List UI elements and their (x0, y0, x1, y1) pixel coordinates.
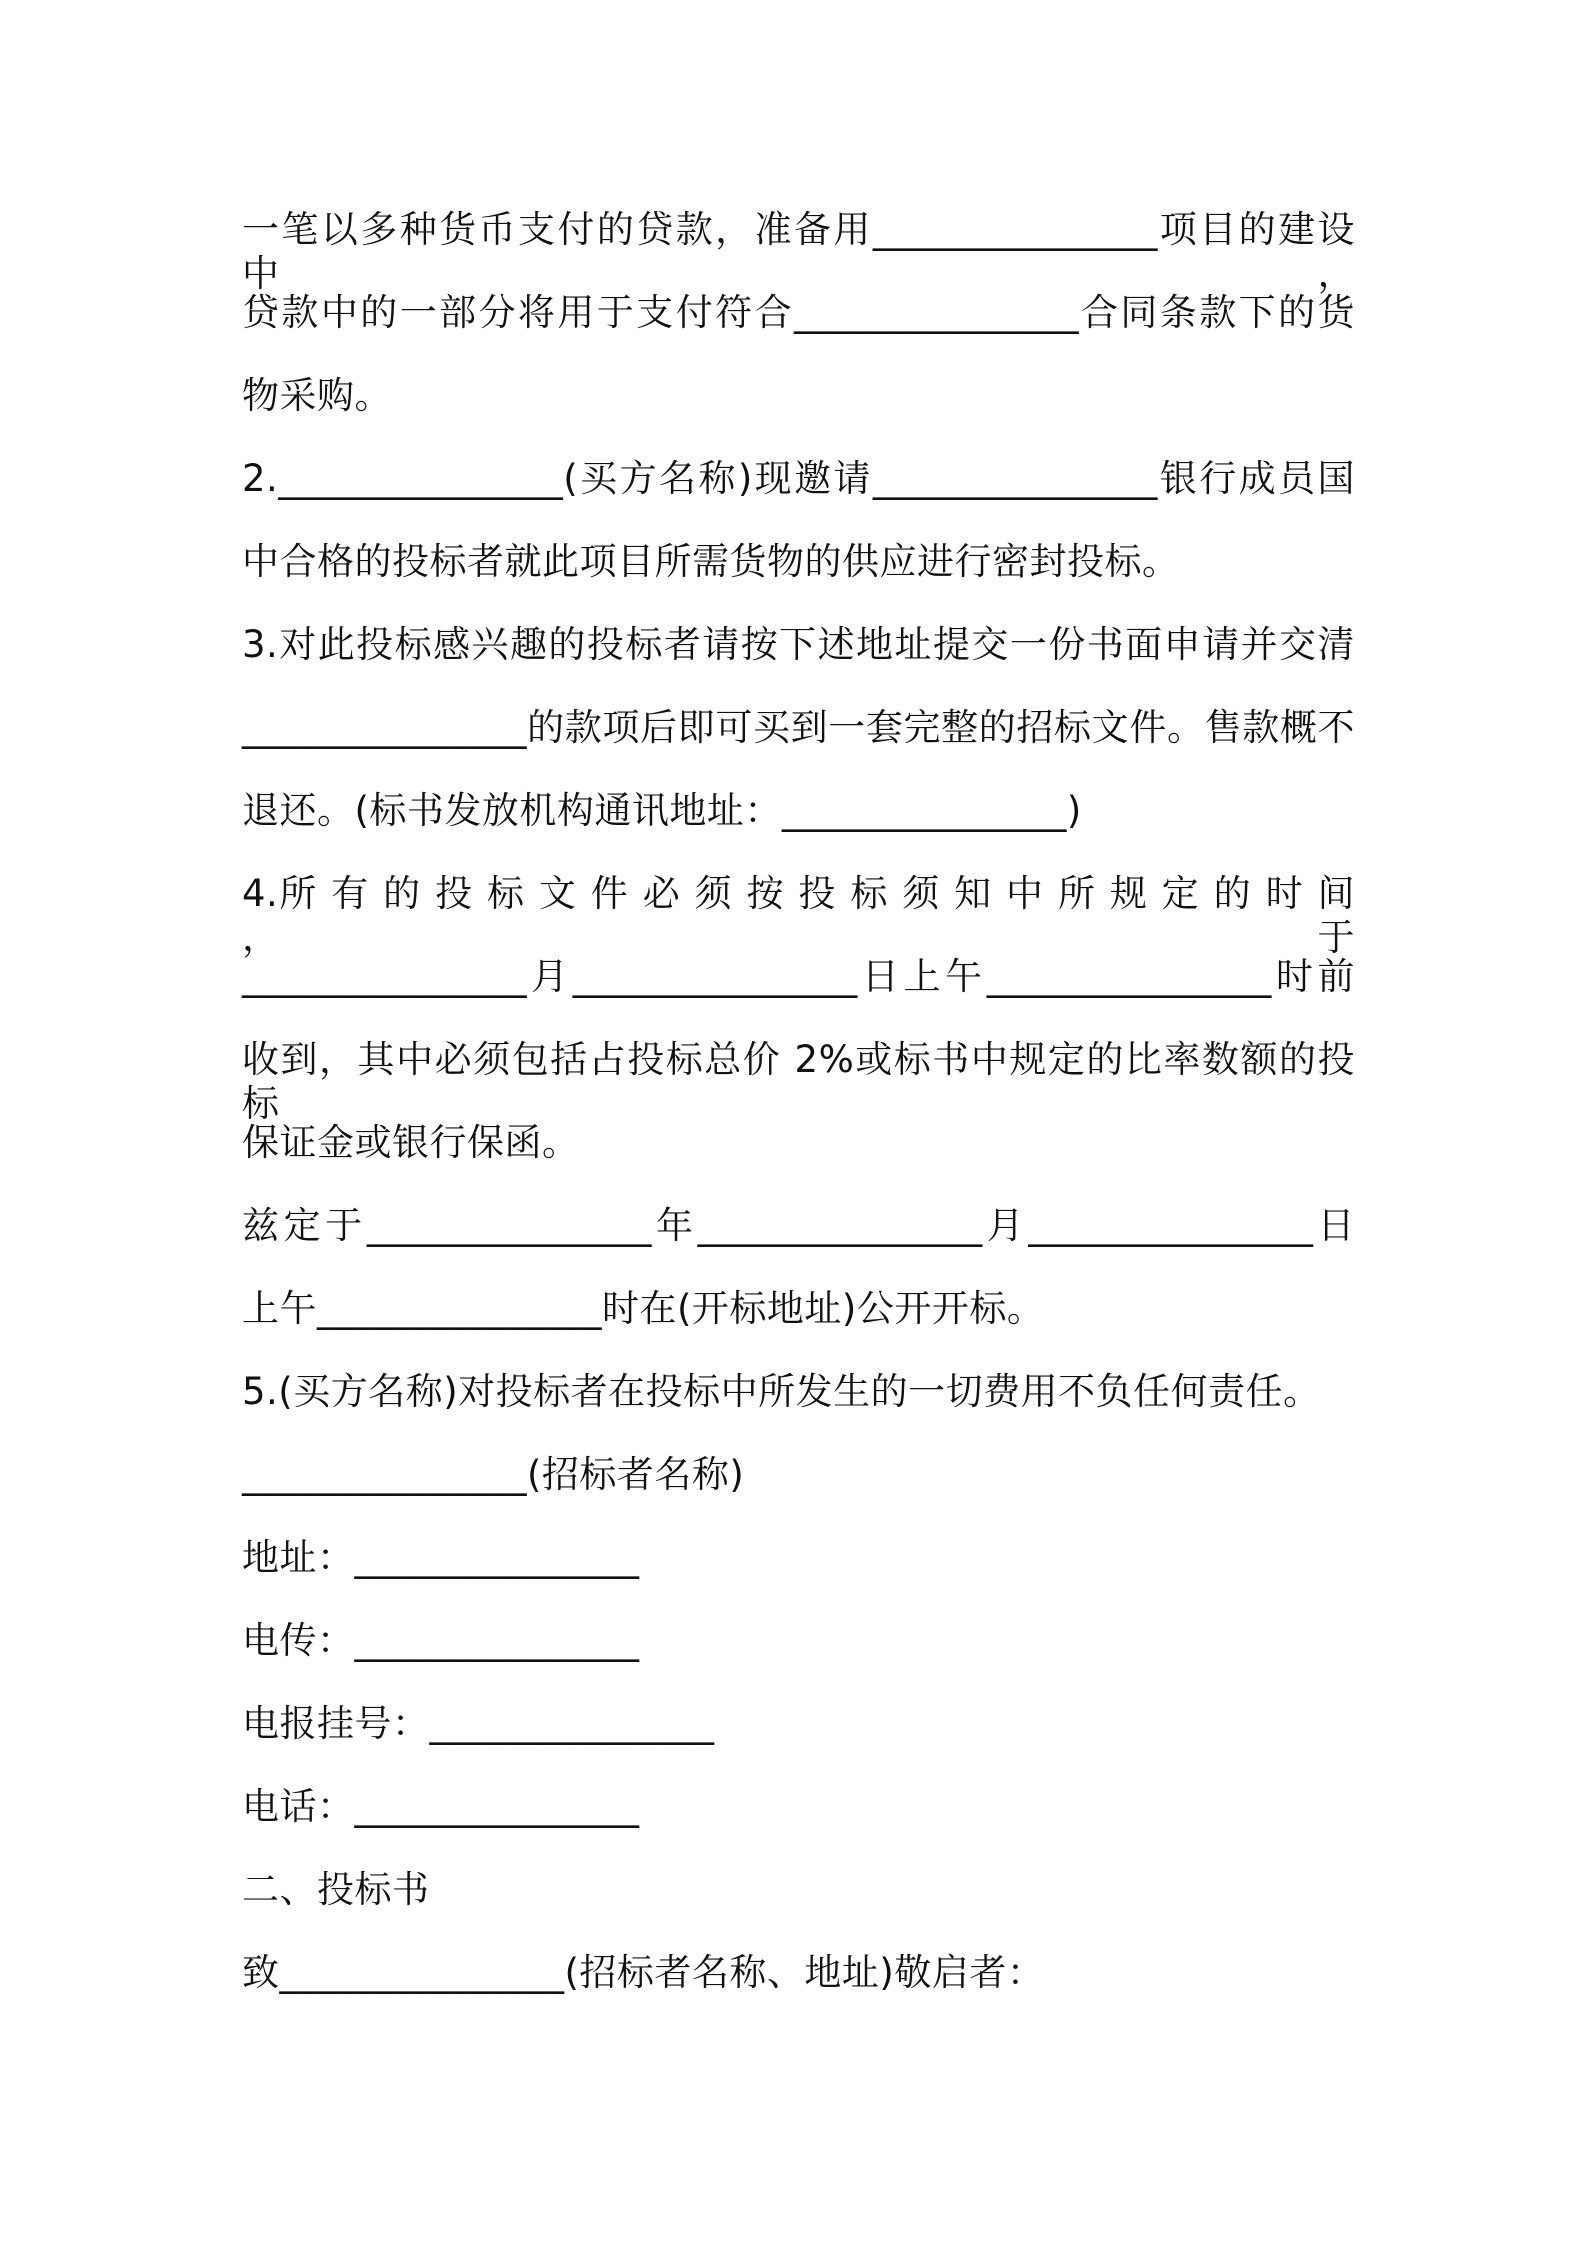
tenderer-name-line: _______________(招标者名称) (242, 1453, 745, 1496)
paragraph-1-line-3: 物采购。 (242, 374, 392, 417)
paragraph-5: 5.(买方名称)对投标者在投标中所发生的一切费用不负任何责任。 (242, 1370, 1321, 1413)
paragraph-1-line-2: 贷款中的一部分将用于支付符合_______________合同条款下的货 (242, 291, 1355, 334)
paragraph-3-line-1: 3.对此投标感兴趣的投标者请按下述地址提交一份书面申请并交清 (242, 623, 1355, 666)
address-line: 地址：_______________ (242, 1536, 640, 1579)
section-heading-bid-form: 二、投标书 (242, 1868, 430, 1911)
paragraph-4-line-2: _______________月_______________日上午_______________时前 (242, 955, 1355, 998)
opening-date-line-2: 上午_______________时在(开标地址)公开开标。 (242, 1287, 1045, 1330)
paragraph-3-line-2: _______________的款项后即可买到一套完整的招标文件。售款概不 (242, 706, 1355, 749)
telephone-line: 电话：_______________ (242, 1785, 640, 1828)
paragraph-4-line-1: 4.所 有 的 投 标 文 件 必 须 按 投 标 须 知 中 所 规 定 的 时 间 ， 于 (242, 872, 1355, 959)
opening-date-line-1: 兹定于_______________年_______________月_______________日 (242, 1204, 1355, 1247)
cable-address-line: 电报挂号：_______________ (242, 1702, 715, 1745)
telex-line: 电传：_______________ (242, 1619, 640, 1662)
paragraph-3-line-3: 退还。(标书发放机构通讯地址：_______________) (242, 789, 1082, 832)
paragraph-2-line-2: 中合格的投标者就此项目所需货物的供应进行密封投标。 (242, 540, 1180, 583)
paragraph-4-line-3: 收到，其中必须包括占投标总价 2%或标书中规定的比率数额的投标 (242, 1038, 1355, 1125)
paragraph-1-line-1: 一笔以多种货币支付的贷款，准备用_______________项目的建设中， (242, 208, 1355, 295)
salutation-line: 致_______________(招标者名称、地址)敬启者： (242, 1951, 1045, 1994)
paragraph-4-line-4: 保证金或银行保函。 (242, 1121, 580, 1164)
paragraph-2-line-1: 2._______________(买方名称)现邀请_______________银行成员国 (242, 457, 1355, 500)
